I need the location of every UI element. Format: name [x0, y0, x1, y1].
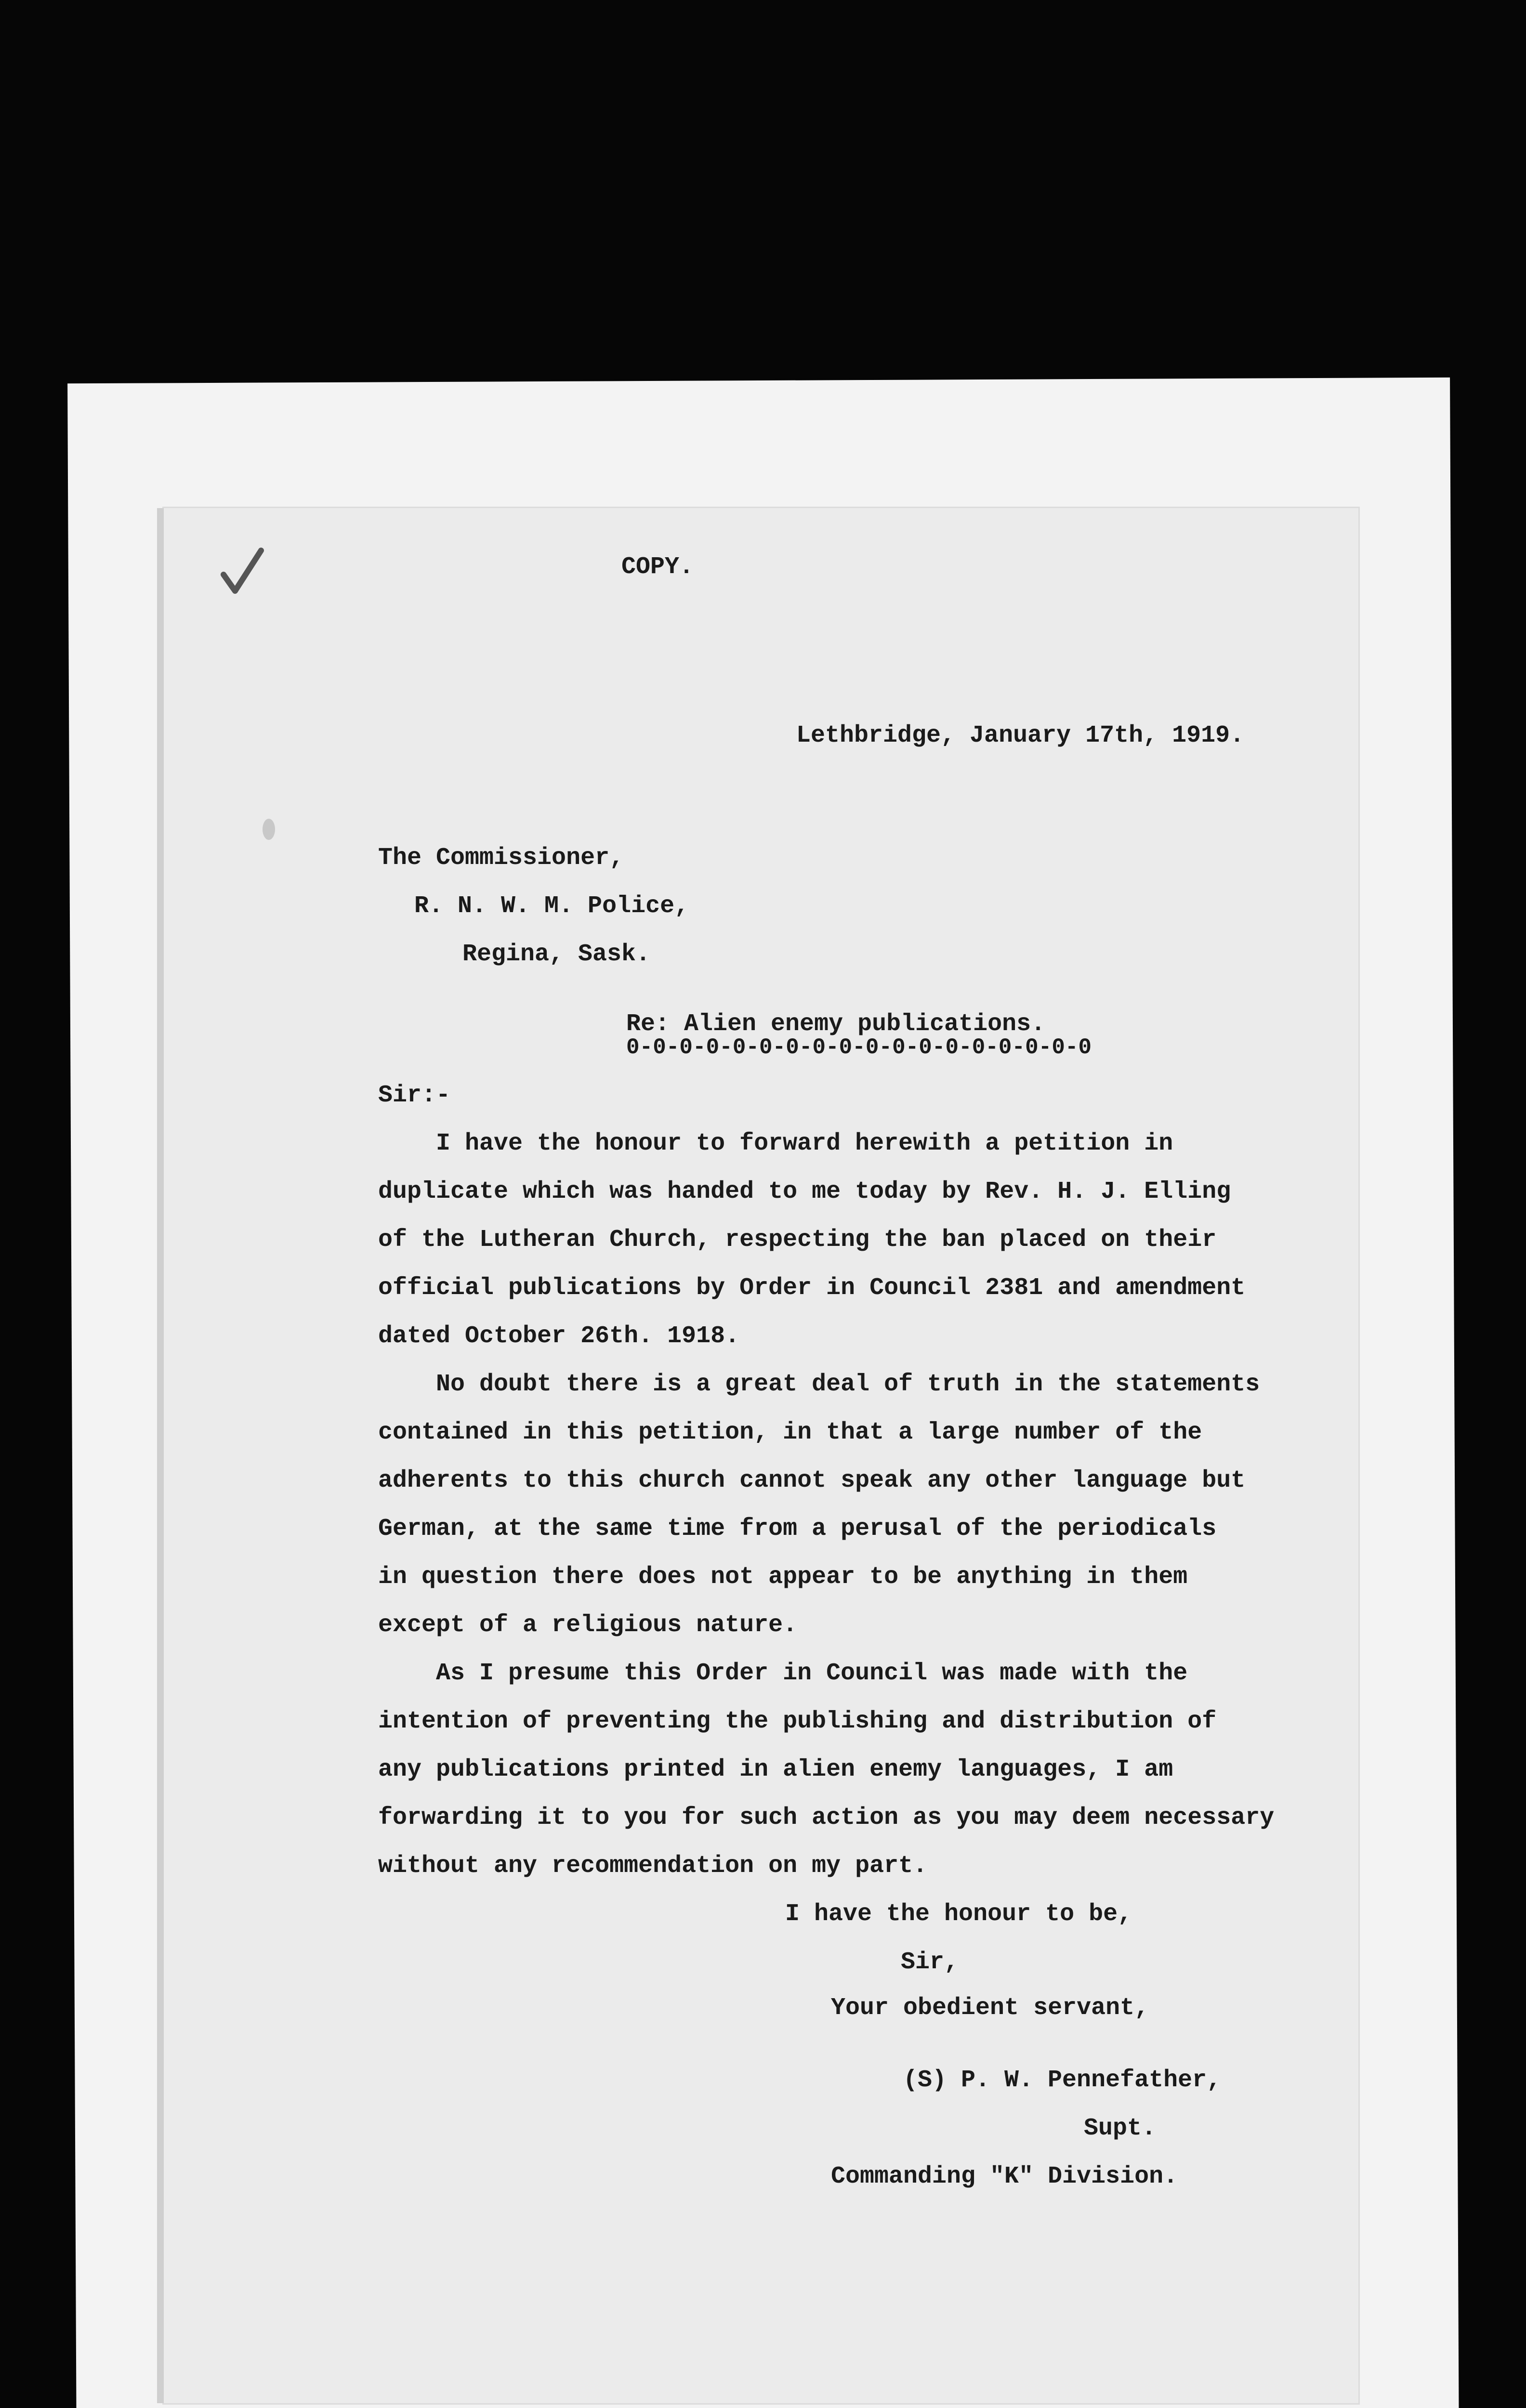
body-line: any publications printed in alien enemy languages, I am [378, 1756, 1173, 1783]
closing-line: I have the honour to be, [785, 1900, 1132, 1928]
signature: (S) P. W. Pennefather, [903, 2067, 1222, 2094]
body-line: dated October 26th. 1918. [378, 1322, 740, 1350]
body-line: As I presume this Order in Council was made with the [378, 1660, 1188, 1687]
body-line: in question there does not appear to be anything in them [378, 1563, 1188, 1591]
closing-line: Your obedient servant, [831, 1994, 1149, 2022]
body-line: contained in this petition, in that a large number of the [378, 1419, 1202, 1446]
signature-rank: Supt. [1084, 2115, 1157, 2142]
body-line: intention of preventing the publishing and distribution of [378, 1708, 1217, 1735]
body-line: duplicate which was handed to me today by Rev. H. J. Elling [378, 1178, 1231, 1205]
body-line: German, at the same time from a perusal of the periodicals [378, 1515, 1217, 1543]
place-date: Lethbridge, January 17th, 1919. [796, 722, 1245, 749]
body-line: without any recommendation on my part. [378, 1852, 928, 1880]
body-line: official publications by Order in Council 2381 and amendment [378, 1274, 1246, 1302]
address-line: R. N. W. M. Police, [414, 892, 689, 920]
body-line: No doubt there is a great deal of truth in the statements [378, 1371, 1260, 1398]
body-line: forwarding it to you for such action as you may deem necessary [378, 1804, 1275, 1832]
subject-underline: 0-0-0-0-0-0-0-0-0-0-0-0-0-0-0-0-0-0 [626, 1035, 1092, 1060]
body-line: I have the honour to forward herewith a petition in [378, 1130, 1173, 1157]
address-line: Regina, Sask. [462, 941, 651, 968]
salutation: Sir:- [378, 1082, 451, 1109]
body-line: adherents to this church cannot speak any other language but [378, 1467, 1246, 1494]
signature-command: Commanding "K" Division. [831, 2163, 1178, 2190]
subject-line: Re: Alien enemy publications. [626, 1010, 1046, 1038]
body-line: except of a religious nature. [378, 1611, 798, 1639]
copy-heading: COPY. [621, 553, 694, 581]
body-line: of the Lutheran Church, respecting the ban placed on their [378, 1226, 1217, 1254]
address-line: The Commissioner, [378, 844, 624, 872]
closing-line: Sir, [901, 1949, 959, 1976]
